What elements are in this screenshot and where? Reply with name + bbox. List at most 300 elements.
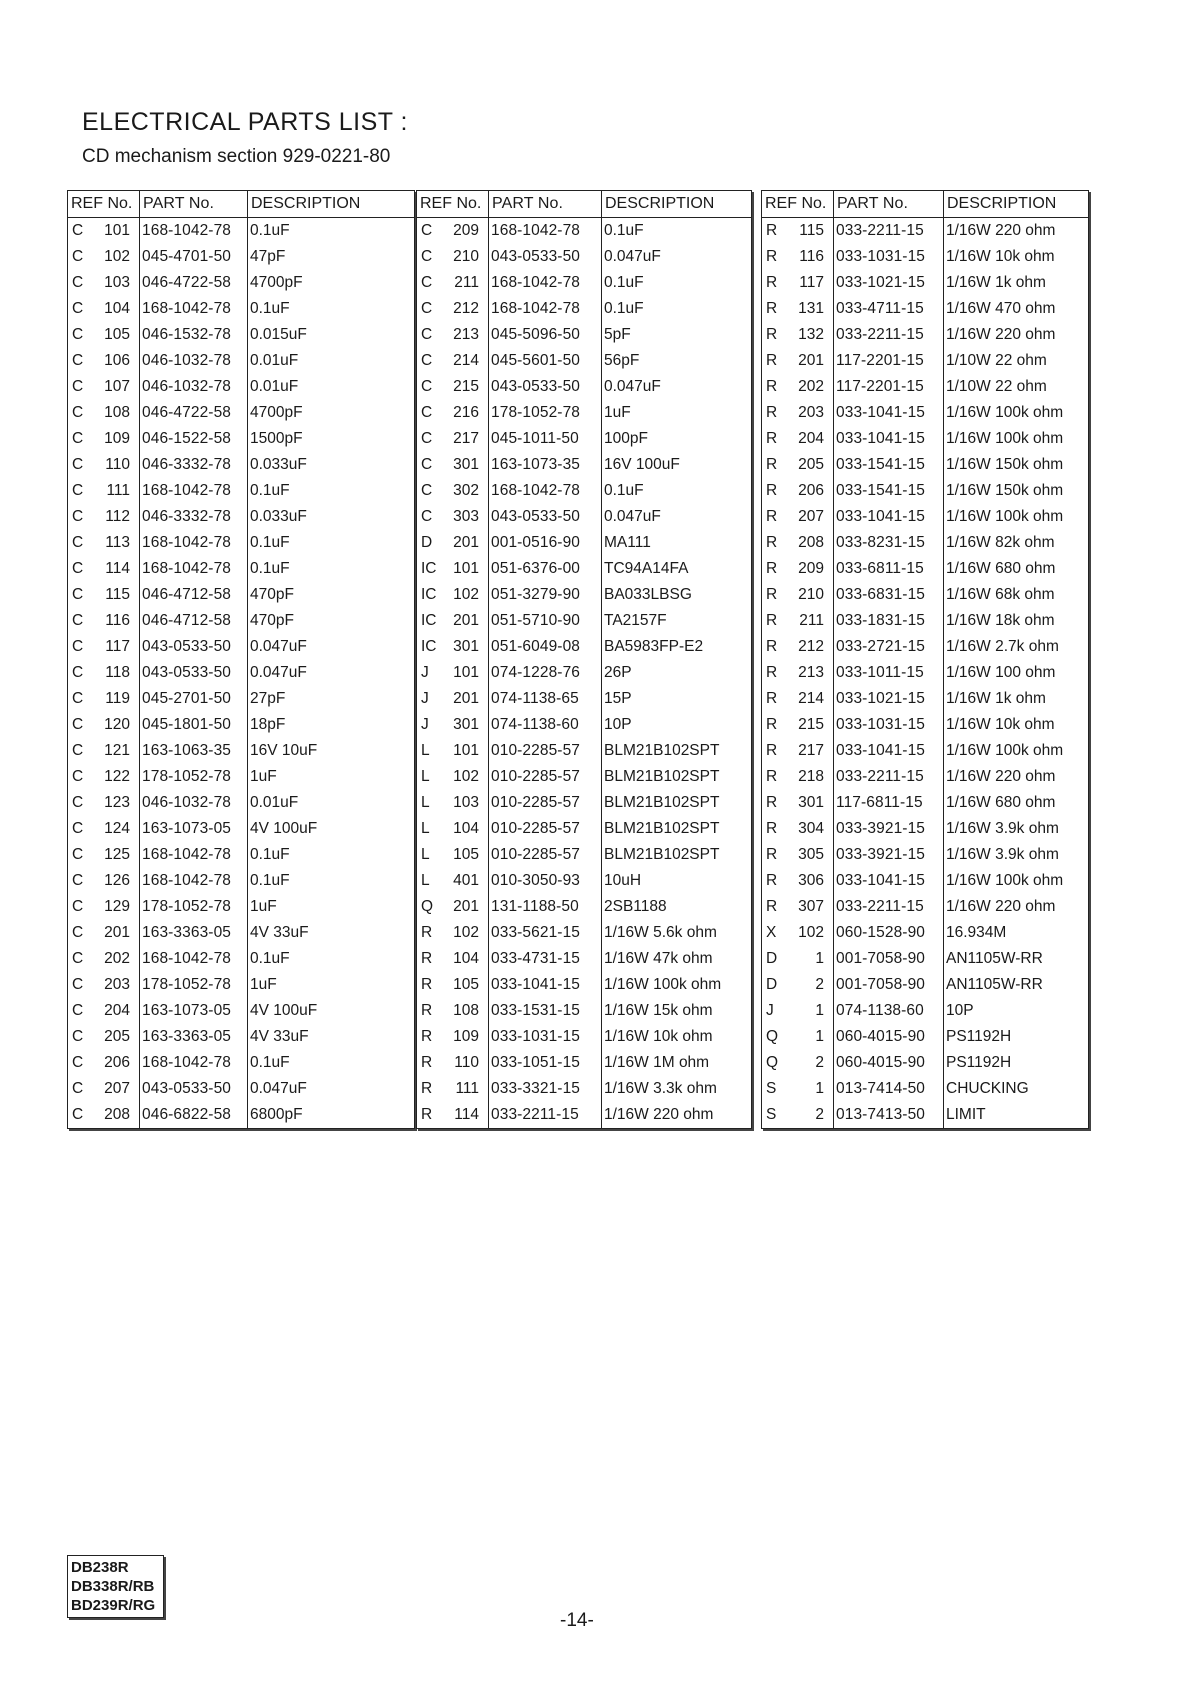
ref-no-cell [762, 998, 834, 1024]
table-row [68, 842, 414, 868]
ref-number: 101 [453, 560, 479, 577]
ref-prefix: C [421, 352, 433, 369]
ref-prefix: C [421, 430, 433, 447]
part-no-cell: 001-7058-90 [834, 972, 944, 998]
description-cell: 1/16W 220 ohm [946, 768, 1056, 785]
table-row [762, 244, 1088, 270]
description-cell: 1/16W 100k ohm [946, 742, 1064, 759]
ref-prefix: Q [766, 1028, 779, 1045]
description-cell: BA5983FP-E2 [604, 638, 704, 655]
ref-number: 208 [104, 1106, 130, 1123]
table-row [417, 296, 751, 322]
ref-number: 306 [798, 872, 824, 889]
table-row [762, 608, 1088, 634]
table-row [68, 790, 414, 816]
ref-prefix: C [72, 846, 84, 863]
ref-prefix: L [421, 820, 430, 837]
ref-no-cell [68, 634, 140, 660]
part-no-cell: 010-2285-57 [489, 816, 602, 842]
ref-no-cell [68, 608, 140, 634]
part-no-cell: 046-1032-78 [140, 790, 248, 816]
part-no-cell: 046-4722-58 [140, 270, 248, 296]
ref-no-cell [762, 400, 834, 426]
part-no-cell: 168-1042-78 [489, 218, 602, 244]
ref-number: 107 [104, 378, 130, 395]
ref-no-cell [417, 894, 489, 920]
ref-no-cell [762, 816, 834, 842]
ref-number: 1 [815, 1002, 824, 1019]
ref-prefix: C [421, 508, 433, 525]
table-row [68, 660, 414, 686]
ref-no-cell [762, 374, 834, 400]
ref-prefix: C [72, 612, 84, 629]
description-cell: 4700pF [250, 274, 303, 291]
ref-number: 132 [798, 326, 824, 343]
ref-prefix: R [766, 898, 778, 915]
description-cell: 1/16W 1M ohm [604, 1054, 710, 1071]
table-row [762, 738, 1088, 764]
table-row [68, 244, 414, 270]
ref-no-cell [417, 764, 489, 790]
ref-prefix: C [421, 326, 433, 343]
part-no-cell: 010-2285-57 [489, 764, 602, 790]
ref-prefix: R [766, 274, 778, 291]
ref-number: 206 [104, 1054, 130, 1071]
table-row [762, 712, 1088, 738]
table-row [417, 1050, 751, 1076]
description-cell: 1/16W 3.9k ohm [946, 846, 1059, 863]
ref-prefix: R [421, 1106, 433, 1123]
description-cell: 4V 100uF [250, 1002, 318, 1019]
ref-no-cell [68, 348, 140, 374]
page-number: -14- [560, 1610, 594, 1631]
ref-number: 116 [105, 612, 130, 629]
ref-no-cell [68, 946, 140, 972]
description-cell: 1/16W 100k ohm [946, 872, 1064, 889]
ref-number: 114 [105, 560, 130, 577]
description-cell: TA2157F [604, 612, 667, 629]
description-cell: 4V 33uF [250, 924, 309, 941]
ref-number: 102 [453, 924, 479, 941]
ref-prefix: R [766, 872, 778, 889]
description-cell: BLM21B102SPT [604, 846, 720, 863]
part-no-cell: 074-1138-60 [834, 998, 944, 1024]
ref-no-cell [417, 478, 489, 504]
ref-number: 112 [105, 508, 130, 525]
part-no-cell: 043-0533-50 [140, 660, 248, 686]
ref-no-cell [68, 1050, 140, 1076]
ref-no-cell [417, 1102, 489, 1128]
description-cell: 1/16W 5.6k ohm [604, 924, 717, 941]
table-row [417, 244, 751, 270]
ref-no-cell [68, 920, 140, 946]
ref-prefix: R [421, 1028, 433, 1045]
table-row [68, 270, 414, 296]
part-no-cell: 033-2211-15 [489, 1102, 602, 1128]
part-no-cell: 051-3279-90 [489, 582, 602, 608]
ref-no-cell [762, 452, 834, 478]
table-row [762, 322, 1088, 348]
ref-number: 115 [799, 222, 824, 239]
part-no-cell: 168-1042-78 [140, 556, 248, 582]
ref-number: 301 [453, 456, 479, 473]
description-cell: 0.033uF [250, 456, 307, 473]
table-row [417, 374, 751, 400]
ref-prefix: R [766, 326, 778, 343]
part-no-cell: 001-0516-90 [489, 530, 602, 556]
part-no-cell: 178-1052-78 [489, 400, 602, 426]
ref-prefix: R [421, 976, 433, 993]
description-cell: BA033LBSG [604, 586, 692, 603]
part-no-cell: 046-1032-78 [140, 348, 248, 374]
description-cell: 1/16W 10k ohm [946, 716, 1055, 733]
ref-number: 201 [453, 898, 479, 915]
ref-no-cell [417, 868, 489, 894]
table-row [68, 478, 414, 504]
part-no-cell: 033-1041-15 [834, 400, 944, 426]
ref-number: 119 [105, 690, 130, 707]
ref-prefix: IC [421, 612, 437, 629]
ref-no-cell [762, 1076, 834, 1102]
table-row [762, 920, 1088, 946]
ref-prefix: C [421, 274, 433, 291]
part-no-cell: 045-5096-50 [489, 322, 602, 348]
table-row [762, 218, 1088, 244]
ref-number: 117 [799, 274, 824, 291]
description-cell: 1/16W 47k ohm [604, 950, 713, 967]
ref-prefix: IC [421, 560, 437, 577]
ref-no-cell [762, 660, 834, 686]
ref-number: 101 [104, 222, 130, 239]
ref-number: 215 [453, 378, 479, 395]
ref-number: 106 [104, 352, 130, 369]
ref-number: 214 [453, 352, 479, 369]
table-row [417, 556, 751, 582]
description-cell: 0.1uF [604, 274, 644, 291]
ref-prefix: C [72, 352, 84, 369]
ref-prefix: R [421, 924, 433, 941]
ref-prefix: C [421, 404, 433, 421]
ref-prefix: C [72, 222, 84, 239]
ref-prefix: IC [421, 586, 437, 603]
ref-no-cell [762, 556, 834, 582]
ref-no-cell [68, 504, 140, 530]
table-row [417, 816, 751, 842]
ref-number: 207 [798, 508, 824, 525]
description-cell: 1/16W 150k ohm [946, 482, 1064, 499]
ref-prefix: R [766, 794, 778, 811]
ref-prefix: C [72, 976, 84, 993]
part-no-cell: 033-1541-15 [834, 452, 944, 478]
ref-no-cell [762, 764, 834, 790]
ref-number: 217 [798, 742, 824, 759]
ref-number: 205 [798, 456, 824, 473]
table-row [762, 374, 1088, 400]
ref-number: 102 [453, 768, 479, 785]
part-no-cell: 178-1052-78 [140, 972, 248, 998]
description-cell: CHUCKING [946, 1080, 1029, 1097]
part-no-cell: 046-1032-78 [140, 374, 248, 400]
ref-prefix: C [72, 872, 84, 889]
table-row [762, 764, 1088, 790]
ref-prefix: R [766, 820, 778, 837]
description-cell: 1/10W 22 ohm [946, 378, 1047, 395]
model-numbers-box [67, 1555, 164, 1618]
part-no-cell: 163-1073-05 [140, 998, 248, 1024]
description-cell: 15P [604, 690, 632, 707]
description-cell: 4700pF [250, 404, 303, 421]
ref-prefix: R [766, 456, 778, 473]
description-cell: 0.1uF [604, 222, 644, 239]
ref-prefix: C [72, 1080, 84, 1097]
ref-no-cell [762, 348, 834, 374]
ref-no-cell [68, 400, 140, 426]
ref-no-cell [68, 296, 140, 322]
table-row [417, 972, 751, 998]
ref-no-cell [762, 270, 834, 296]
description-cell: 1/10W 22 ohm [946, 352, 1047, 369]
ref-number: 305 [798, 846, 824, 863]
ref-prefix: C [72, 1002, 84, 1019]
ref-number: 129 [104, 898, 130, 915]
ref-no-cell [68, 790, 140, 816]
ref-prefix: R [766, 300, 778, 317]
part-no-cell: 045-2701-50 [140, 686, 248, 712]
ref-number: 1 [815, 1028, 824, 1045]
description-cell: AN1105W-RR [946, 976, 1043, 993]
ref-no-cell [417, 608, 489, 634]
ref-number: 201 [453, 612, 479, 629]
ref-prefix: C [72, 794, 84, 811]
ref-no-cell [68, 1102, 140, 1128]
part-no-cell: 013-7413-50 [834, 1102, 944, 1128]
description-cell: 0.1uF [250, 482, 290, 499]
table-row [762, 530, 1088, 556]
ref-no-cell [417, 556, 489, 582]
table-header-row [68, 191, 414, 218]
ref-prefix: R [766, 352, 778, 369]
table-row [762, 998, 1088, 1024]
ref-prefix: C [421, 248, 433, 265]
ref-no-cell [762, 478, 834, 504]
ref-number: 121 [104, 742, 130, 759]
ref-number: 214 [798, 690, 824, 707]
ref-prefix: C [72, 924, 84, 941]
ref-prefix: R [766, 248, 778, 265]
part-no-cell: 168-1042-78 [140, 868, 248, 894]
table-row [762, 400, 1088, 426]
part-no-cell: 045-1011-50 [489, 426, 602, 452]
description-cell: 1/16W 220 ohm [946, 898, 1056, 915]
ref-no-cell [68, 660, 140, 686]
table-row [68, 296, 414, 322]
ref-number: 117 [105, 638, 130, 655]
table-row [417, 998, 751, 1024]
ref-number: 301 [798, 794, 824, 811]
ref-no-cell [417, 452, 489, 478]
table-row [762, 946, 1088, 972]
ref-prefix: R [766, 534, 778, 551]
part-no-cell: 045-4701-50 [140, 244, 248, 270]
description-cell: 0.1uF [250, 950, 290, 967]
part-no-cell: 033-1051-15 [489, 1050, 602, 1076]
description-cell: 1/16W 470 ohm [946, 300, 1056, 317]
ref-number: 203 [798, 404, 824, 421]
table-row [417, 1076, 751, 1102]
ref-prefix: R [766, 378, 778, 395]
ref-number: 109 [104, 430, 130, 447]
description-cell: 1uF [250, 898, 277, 915]
ref-prefix: C [72, 586, 84, 603]
description-cell: 1/16W 1k ohm [946, 274, 1046, 291]
table-row [417, 868, 751, 894]
ref-no-cell [762, 738, 834, 764]
ref-no-cell [68, 218, 140, 244]
page-title: ELECTRICAL PARTS LIST : [82, 108, 408, 136]
ref-number: 201 [798, 352, 824, 369]
table-row [762, 1024, 1088, 1050]
table-row [68, 634, 414, 660]
ref-number: 1 [815, 1080, 824, 1097]
table-row [762, 972, 1088, 998]
header-ref-no: REF No. [68, 191, 140, 217]
ref-prefix: C [72, 742, 84, 759]
table-row [762, 634, 1088, 660]
parts-table-middle [416, 190, 752, 1129]
ref-no-cell [417, 1024, 489, 1050]
ref-number: 102 [104, 248, 130, 265]
table-row [417, 1102, 751, 1128]
ref-prefix: C [72, 560, 84, 577]
ref-no-cell [417, 1076, 489, 1102]
ref-no-cell [417, 712, 489, 738]
ref-number: 203 [104, 976, 130, 993]
part-no-cell: 043-0533-50 [140, 1076, 248, 1102]
description-cell: 1/16W 100k ohm [946, 430, 1064, 447]
ref-number: 301 [453, 638, 479, 655]
model-number: DB238R [71, 1559, 129, 1576]
ref-no-cell [762, 1024, 834, 1050]
table-row [762, 868, 1088, 894]
description-cell: 16.934M [946, 924, 1007, 941]
ref-no-cell [68, 868, 140, 894]
description-cell: 5pF [604, 326, 631, 343]
description-cell: 1/16W 680 ohm [946, 794, 1056, 811]
description-cell: 1/16W 680 ohm [946, 560, 1056, 577]
ref-number: 201 [104, 924, 130, 941]
description-cell: 4V 100uF [250, 820, 318, 837]
description-cell: BLM21B102SPT [604, 742, 720, 759]
part-no-cell: 033-1031-15 [834, 244, 944, 270]
ref-prefix: J [421, 690, 429, 707]
table-row [68, 582, 414, 608]
ref-no-cell [762, 218, 834, 244]
ref-prefix: S [766, 1106, 777, 1123]
part-no-cell: 033-2211-15 [834, 764, 944, 790]
ref-no-cell [762, 946, 834, 972]
part-no-cell: 117-6811-15 [834, 790, 944, 816]
ref-prefix: C [72, 638, 84, 655]
ref-prefix: C [72, 508, 84, 525]
part-no-cell: 033-1031-15 [834, 712, 944, 738]
ref-no-cell [417, 322, 489, 348]
ref-no-cell [68, 582, 140, 608]
ref-number: 131 [798, 300, 824, 317]
ref-no-cell [417, 738, 489, 764]
ref-no-cell [417, 946, 489, 972]
ref-prefix: C [72, 716, 84, 733]
ref-number: 113 [105, 534, 130, 551]
ref-number: 204 [104, 1002, 130, 1019]
description-cell: 1/16W 100k ohm [946, 508, 1064, 525]
ref-no-cell [762, 634, 834, 660]
ref-prefix: R [766, 846, 778, 863]
ref-no-cell [417, 296, 489, 322]
description-cell: PS1192H [946, 1054, 1012, 1071]
description-cell: 18pF [250, 716, 286, 733]
table-row [417, 920, 751, 946]
ref-prefix: C [72, 274, 84, 291]
part-no-cell: 001-7058-90 [834, 946, 944, 972]
part-no-cell: 046-4722-58 [140, 400, 248, 426]
table-row [762, 556, 1088, 582]
ref-no-cell [417, 1050, 489, 1076]
description-cell: 1/16W 100k ohm [946, 404, 1064, 421]
table-header-row [417, 191, 751, 218]
description-cell: 27pF [250, 690, 286, 707]
ref-prefix: C [72, 664, 84, 681]
table-row [417, 738, 751, 764]
description-cell: 1/16W 1k ohm [946, 690, 1046, 707]
ref-number: 211 [799, 612, 824, 629]
ref-number: 303 [453, 508, 479, 525]
ref-no-cell [762, 244, 834, 270]
ref-no-cell [417, 790, 489, 816]
part-no-cell: 051-6049-08 [489, 634, 602, 660]
part-no-cell: 168-1042-78 [140, 842, 248, 868]
description-cell: 470pF [250, 586, 294, 603]
ref-no-cell [417, 998, 489, 1024]
ref-no-cell [417, 504, 489, 530]
ref-no-cell [762, 842, 834, 868]
ref-no-cell [417, 634, 489, 660]
table-row [68, 738, 414, 764]
ref-number: 2 [815, 1106, 824, 1123]
description-cell: 470pF [250, 612, 294, 629]
ref-number: 204 [798, 430, 824, 447]
table-row [417, 322, 751, 348]
table-row [417, 894, 751, 920]
description-cell: 0.01uF [250, 378, 299, 395]
table-row [762, 894, 1088, 920]
ref-prefix: R [766, 404, 778, 421]
ref-no-cell [68, 998, 140, 1024]
ref-number: 215 [798, 716, 824, 733]
ref-number: 212 [453, 300, 479, 317]
description-cell: 1/16W 100 ohm [946, 664, 1056, 681]
part-no-cell: 060-1528-90 [834, 920, 944, 946]
ref-prefix: R [766, 222, 778, 239]
ref-number: 104 [453, 950, 479, 967]
part-no-cell: 045-5601-50 [489, 348, 602, 374]
ref-number: 212 [798, 638, 824, 655]
ref-prefix: D [766, 950, 778, 967]
ref-number: 2 [815, 976, 824, 993]
ref-number: 401 [453, 872, 479, 889]
description-cell: 0.1uF [604, 482, 644, 499]
description-cell: 0.1uF [250, 560, 290, 577]
part-no-cell: 051-5710-90 [489, 608, 602, 634]
